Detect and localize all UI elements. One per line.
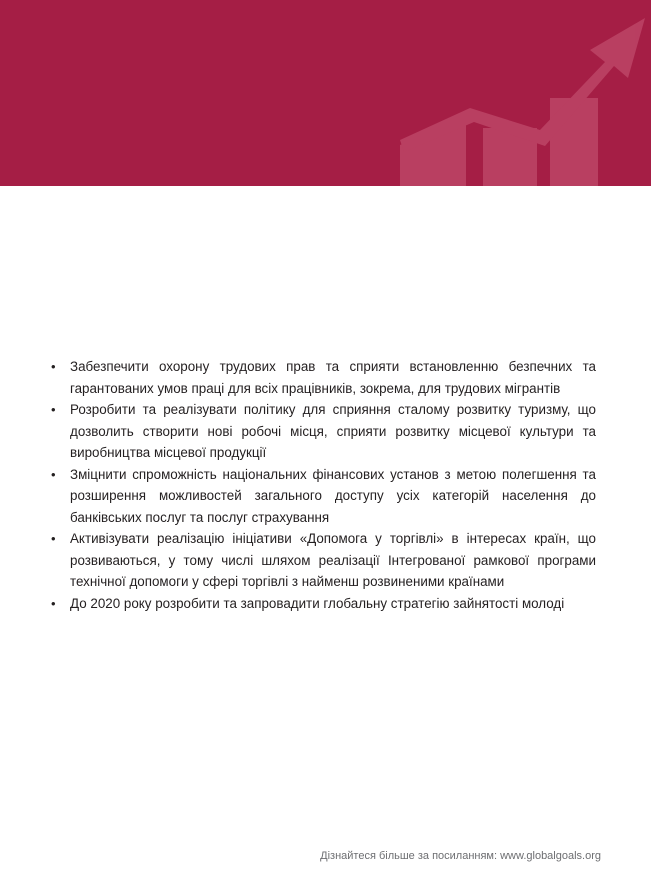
list-item [46, 356, 596, 399]
bullet: • [51, 595, 56, 611]
goal-text: Зміцнити спроможність національних фінансових установ з метою полегшення та розширення можливостей загального доступу усіх категорій населення до банківських послуг та послуг страхування [70, 466, 596, 525]
goals-section [46, 356, 596, 614]
bullet: • [51, 531, 56, 546]
list-item [46, 464, 596, 529]
bullet: • [51, 466, 56, 482]
growth-chart-icon [0, 0, 651, 186]
footer-link-text: Дізнайтеся більше за посиланням: www.globalgoals.org [320, 850, 601, 862]
bullet: • [51, 402, 56, 417]
goal-text: Активізувати реалізацію ініціативи «Допомога у торгівлі» в інтересах країн, що розвиваються, у тому числі шляхом реалізації Інтегрованої рамкової програми технічної допомоги у сфері торгівлі з найменш розвиненими країнами [70, 531, 596, 589]
goal-text: До 2020 року розробити та запровадити глобальну стратегію зайнятості молоді [70, 595, 565, 611]
goals-list [46, 356, 596, 614]
list-item [46, 528, 596, 593]
header-banner [0, 0, 651, 186]
list-item [46, 593, 596, 615]
goal-text: Розробити та реалізувати політику для сприяння сталому розвитку туризму, що дозволить створити нові робочі місця, сприяти розвитку місцевої культури та виробництва місцевої продукції [70, 402, 596, 460]
list-item [46, 399, 596, 464]
bullet: • [51, 359, 56, 374]
goal-text: Забезпечити охорону трудових прав та сприяти встановленню безпечних та гарантованих умов праці для всіх працівників, зокрема, для трудових мігрантів [70, 359, 596, 396]
